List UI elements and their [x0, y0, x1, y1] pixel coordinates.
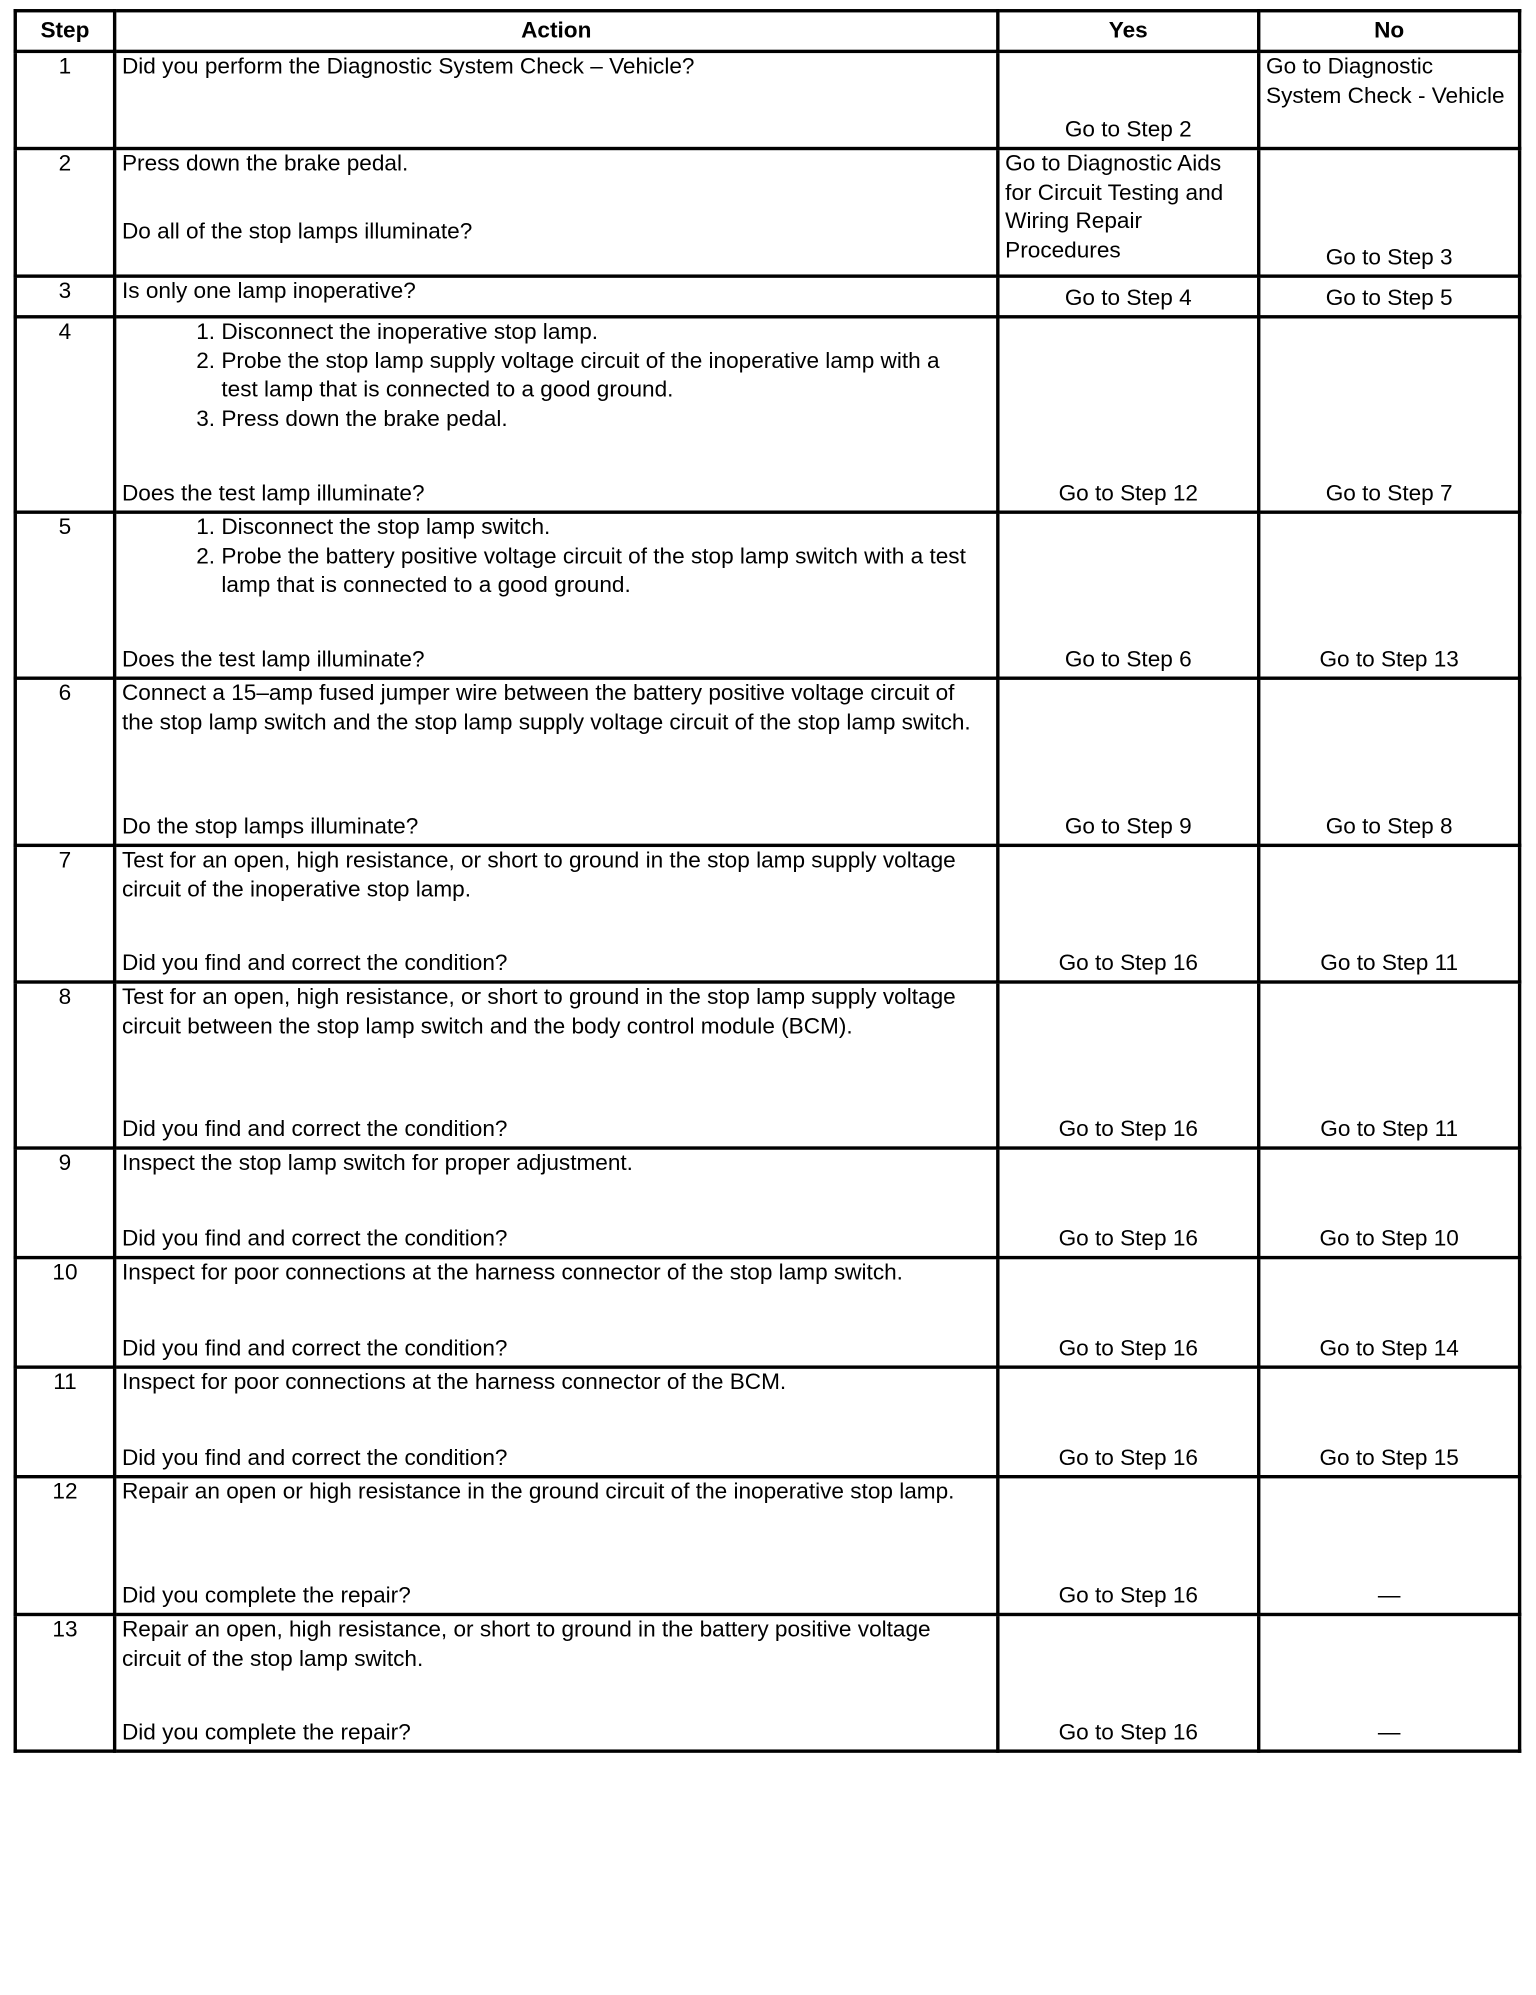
- step-number: 1: [15, 51, 114, 148]
- no-result: Go to Step 11: [1320, 1116, 1459, 1142]
- step-number: 2: [15, 149, 114, 277]
- yes-result: Go to Diagnostic Aids for Circuit Testing and Wiring Repair Procedures: [1005, 151, 1224, 263]
- header-action: Action: [115, 11, 998, 52]
- yes-result: Go to Step 16: [1058, 1719, 1198, 1745]
- header-no: No: [1259, 11, 1520, 52]
- action-question: Did you complete the repair?: [121, 1719, 411, 1745]
- yes-cell: [998, 1258, 1259, 1368]
- action-question: Did you find and correct the condition?: [121, 950, 508, 976]
- no-result: —: [1377, 1719, 1401, 1745]
- no-result: Go to Step 5: [1325, 285, 1453, 311]
- table-row: [15, 317, 1519, 512]
- action-cell: [115, 1367, 998, 1477]
- action-question: Does the test lamp illuminate?: [121, 480, 425, 506]
- no-result: Go to Step 3: [1325, 244, 1453, 270]
- step-number: 4: [15, 317, 114, 512]
- step-number: 13: [15, 1614, 114, 1751]
- table-row: [15, 1258, 1519, 1368]
- no-cell: [1259, 512, 1520, 678]
- action-cell: [115, 512, 998, 678]
- yes-cell: [998, 51, 1259, 148]
- no-cell: [1259, 317, 1520, 512]
- no-cell: [1259, 149, 1520, 277]
- action-text: Press down the brake pedal.: [121, 151, 409, 177]
- yes-result: Go to Step 16: [1058, 1225, 1198, 1251]
- yes-cell: [998, 1367, 1259, 1477]
- no-result: Go to Step 15: [1319, 1445, 1459, 1470]
- table-row: [15, 1477, 1519, 1615]
- action-cell: [115, 149, 998, 277]
- list-item: 1. Disconnect the inoperative stop lamp.: [221, 318, 979, 347]
- no-cell: [1259, 1614, 1520, 1751]
- action-question: Do all of the stop lamps illuminate?: [121, 218, 473, 244]
- yes-cell: [998, 982, 1259, 1148]
- no-result: Go to Step 10: [1319, 1225, 1459, 1251]
- action-cell: [115, 1477, 998, 1615]
- action-cell: [115, 317, 998, 512]
- action-question: Did you find and correct the condition?: [121, 1225, 508, 1251]
- no-cell: [1259, 276, 1520, 317]
- yes-cell: [998, 149, 1259, 277]
- action-question: Did you find and correct the condition?: [121, 1445, 508, 1470]
- action-cell: [115, 1148, 998, 1258]
- action-text: Inspect the stop lamp switch for proper adjustment.: [121, 1150, 633, 1176]
- no-cell: [1259, 982, 1520, 1148]
- action-cell: [115, 1258, 998, 1368]
- yes-result: Go to Step 12: [1058, 480, 1198, 506]
- action-text: Connect a 15–amp fused jumper wire between the battery positive voltage circuit of the stop lamp switch and the stop lamp supply voltage circuit of the stop lamp switch.: [121, 681, 971, 735]
- no-result: Go to Step 14: [1319, 1335, 1459, 1361]
- no-result: Go to Diagnostic System Check - Vehicle: [1266, 54, 1505, 108]
- action-text: Did you perform the Diagnostic System Check – Vehicle?: [121, 54, 695, 80]
- step-number: 9: [15, 1148, 114, 1258]
- yes-result: Go to Step 6: [1064, 646, 1192, 672]
- yes-cell: [998, 845, 1259, 982]
- yes-cell: [998, 512, 1259, 678]
- yes-result: Go to Step 9: [1064, 813, 1192, 839]
- step-number: 11: [15, 1367, 114, 1477]
- yes-cell: [998, 678, 1259, 845]
- step-number: 10: [15, 1258, 114, 1368]
- action-text: Is only one lamp inoperative?: [121, 278, 416, 304]
- list-item: 2. Probe the stop lamp supply voltage circuit of the inoperative lamp with a test lamp that is connected to a good ground.: [221, 347, 979, 405]
- yes-cell: [998, 1148, 1259, 1258]
- action-cell: [115, 845, 998, 982]
- action-text: Repair an open, high resistance, or short to ground in the battery positive voltage circuit of the stop lamp switch.: [121, 1617, 931, 1671]
- action-question: Does the test lamp illuminate?: [121, 646, 425, 672]
- no-cell: [1259, 845, 1520, 982]
- yes-result: Go to Step 16: [1058, 1445, 1198, 1470]
- action-cell: [115, 982, 998, 1148]
- action-steps-list: [122, 514, 979, 600]
- action-text: Inspect for poor connections at the harness connector of the stop lamp switch.: [121, 1260, 903, 1286]
- action-question: Did you find and correct the condition?: [121, 1335, 508, 1361]
- yes-cell: [998, 276, 1259, 317]
- no-cell: [1259, 678, 1520, 845]
- action-text: Test for an open, high resistance, or short to ground in the stop lamp supply voltage circuit between the stop lamp switch and the body control module (BCM).: [121, 984, 956, 1039]
- yes-cell: [998, 1614, 1259, 1751]
- yes-result: Go to Step 16: [1058, 950, 1198, 976]
- step-number: 5: [15, 512, 114, 678]
- action-text: Repair an open or high resistance in the ground circuit of the inoperative stop lamp.: [121, 1479, 955, 1505]
- step-number: 3: [15, 276, 114, 317]
- action-question: Did you complete the repair?: [121, 1582, 411, 1608]
- no-result: Go to Step 7: [1325, 480, 1453, 506]
- yes-result: Go to Step 16: [1058, 1582, 1198, 1608]
- yes-cell: [998, 1477, 1259, 1615]
- action-cell: [115, 1614, 998, 1751]
- action-text: Inspect for poor connections at the harness connector of the BCM.: [121, 1369, 787, 1395]
- action-question: Do the stop lamps illuminate?: [121, 813, 419, 839]
- header-step: Step: [15, 11, 114, 52]
- yes-result: Go to Step 16: [1058, 1335, 1198, 1361]
- step-number: 12: [15, 1477, 114, 1615]
- header-yes: Yes: [998, 11, 1259, 52]
- table-row: [15, 1367, 1519, 1477]
- step-number: 8: [15, 982, 114, 1148]
- action-cell: [115, 678, 998, 845]
- action-cell: [115, 276, 998, 317]
- header-row: [15, 11, 1519, 52]
- no-cell: [1259, 1148, 1520, 1258]
- no-result: Go to Step 8: [1325, 813, 1453, 839]
- table-row: [15, 1614, 1519, 1751]
- yes-result: Go to Step 16: [1058, 1116, 1198, 1142]
- action-text: Test for an open, high resistance, or short to ground in the stop lamp supply voltage circuit of the inoperative stop lamp.: [121, 848, 956, 902]
- list-item: 2. Probe the battery positive voltage circuit of the stop lamp switch with a test lamp that is connected to a good ground.: [221, 543, 979, 601]
- no-cell: [1259, 1367, 1520, 1477]
- table-row: [15, 982, 1519, 1148]
- action-question: Did you find and correct the condition?: [121, 1116, 508, 1142]
- step-number: 6: [15, 678, 114, 845]
- list-item: 1. Disconnect the stop lamp switch.: [221, 514, 979, 543]
- no-result: Go to Step 13: [1319, 646, 1459, 672]
- table-row: [15, 845, 1519, 982]
- no-cell: [1259, 1258, 1520, 1368]
- action-steps-list: [122, 318, 979, 433]
- table-row: [15, 678, 1519, 845]
- table-row: [15, 51, 1519, 148]
- action-cell: [115, 51, 998, 148]
- table-row: [15, 276, 1519, 317]
- table-row: [15, 512, 1519, 678]
- yes-cell: [998, 317, 1259, 512]
- no-result: —: [1377, 1582, 1401, 1608]
- yes-result: Go to Step 2: [1064, 116, 1192, 142]
- yes-result: Go to Step 4: [1064, 285, 1192, 311]
- no-result: Go to Step 11: [1320, 950, 1459, 976]
- table-row: [15, 149, 1519, 277]
- diagnostic-table: [14, 9, 1522, 1753]
- step-number: 7: [15, 845, 114, 982]
- list-item: 3. Press down the brake pedal.: [221, 405, 979, 434]
- no-cell: [1259, 1477, 1520, 1615]
- no-cell: [1259, 51, 1520, 148]
- table-row: [15, 1148, 1519, 1258]
